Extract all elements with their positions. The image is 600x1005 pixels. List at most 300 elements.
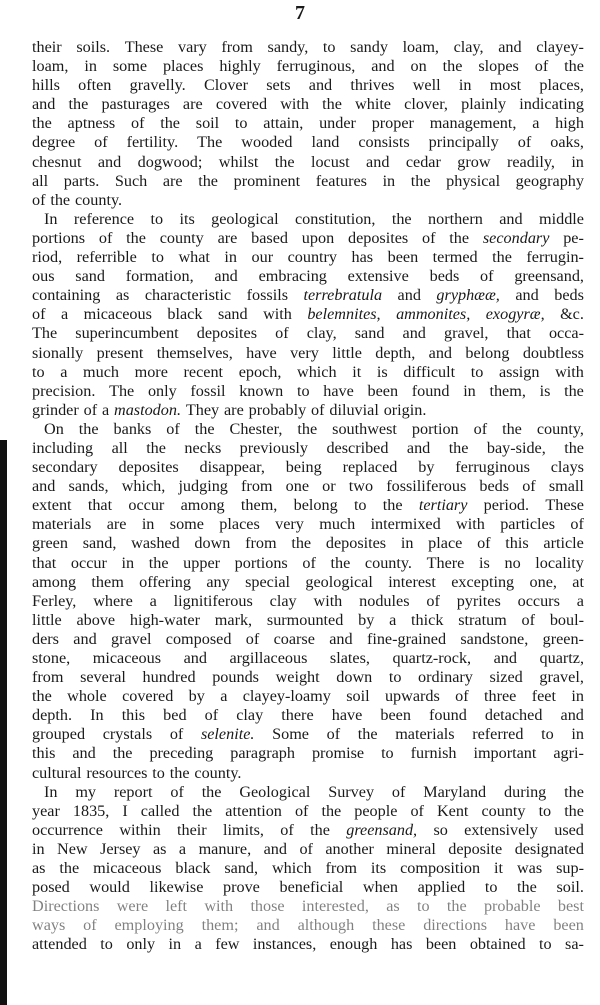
word: loam,	[32, 57, 69, 76]
word: in	[571, 687, 584, 706]
text-line	[32, 95, 584, 114]
word: argillaceous	[229, 649, 308, 667]
word: the	[32, 687, 52, 706]
text-line	[32, 534, 584, 553]
word: portion	[411, 419, 459, 438]
word: referrible	[76, 248, 137, 267]
word: country	[287, 248, 338, 267]
word: sand	[217, 305, 248, 324]
word: New	[57, 839, 88, 858]
word: the	[146, 438, 166, 457]
word: the	[564, 438, 584, 457]
word: are	[224, 400, 244, 419]
word: of	[204, 706, 219, 725]
word: and	[73, 629, 97, 648]
word: this	[121, 706, 146, 725]
word: sup-	[556, 859, 584, 878]
word: promise	[311, 744, 365, 763]
word: during	[504, 782, 547, 801]
word: feet	[531, 687, 556, 706]
word: were	[116, 897, 149, 916]
word: deposites	[347, 228, 409, 247]
word: one,	[529, 572, 557, 591]
word: the	[148, 553, 169, 572]
text-line	[32, 439, 584, 458]
word: sandstone,	[460, 629, 529, 648]
word: from	[325, 859, 357, 878]
word: sand	[75, 267, 105, 286]
word: clay	[269, 591, 297, 610]
word: disappear,	[199, 458, 265, 477]
word: well	[412, 76, 441, 95]
word: where	[93, 591, 133, 610]
word: the	[59, 859, 80, 878]
word: its	[179, 209, 195, 228]
word: dogwood;	[137, 152, 203, 171]
text-line	[32, 210, 584, 229]
word: washed	[131, 534, 180, 553]
word: sands,	[68, 477, 109, 496]
word: the	[112, 744, 133, 763]
text-line	[32, 840, 584, 859]
word: of	[294, 801, 309, 820]
word: of	[534, 57, 549, 76]
word: pyrites	[456, 591, 501, 610]
word: fossil	[190, 381, 226, 400]
text-line	[32, 153, 584, 172]
word: portions	[32, 228, 86, 247]
word: to	[152, 763, 165, 782]
word: present	[96, 343, 144, 362]
word: our	[251, 248, 274, 267]
word: paragraph	[230, 744, 295, 763]
word: The	[109, 381, 135, 400]
word: ways	[32, 916, 66, 935]
word: another	[325, 839, 374, 858]
word: occurrence	[32, 820, 103, 839]
word: in	[121, 553, 135, 572]
word: described	[326, 438, 389, 457]
word: has	[351, 248, 374, 267]
text-line	[32, 897, 584, 916]
word: likewise	[149, 878, 204, 897]
word: principally	[428, 133, 499, 152]
word: the	[126, 228, 146, 247]
word: black	[175, 859, 211, 878]
word: whole	[67, 687, 107, 706]
word: in	[141, 515, 155, 534]
word: designated	[514, 839, 584, 858]
word: sionally	[32, 343, 84, 362]
word: aptness	[67, 114, 116, 133]
word: 1835,	[72, 801, 110, 820]
word: are	[182, 95, 203, 114]
text-line	[32, 305, 584, 324]
word: with	[280, 95, 309, 114]
word: gravel	[111, 629, 152, 648]
text-line	[32, 859, 584, 878]
word: only	[147, 381, 177, 400]
word: place	[428, 534, 463, 553]
word: best	[557, 897, 584, 916]
word: the	[291, 534, 312, 553]
word: to	[416, 897, 430, 916]
text-line	[32, 611, 584, 630]
word: Kent	[436, 801, 469, 820]
italic-word: exogyræ,	[485, 305, 545, 324]
text-line	[32, 802, 584, 821]
word: the	[492, 248, 512, 267]
word: this	[32, 744, 56, 763]
word: have	[323, 381, 354, 400]
word: of	[480, 267, 494, 286]
italic-word: terrebratula	[303, 286, 383, 305]
word: slopes	[478, 57, 519, 76]
word: fossiliferous	[386, 477, 467, 496]
word: on	[410, 57, 427, 76]
word: high	[555, 114, 584, 133]
word: ordinary	[418, 668, 473, 687]
word: sand,	[224, 859, 259, 878]
word: sand	[354, 324, 385, 343]
word: that	[87, 496, 113, 515]
word: depth.	[32, 706, 73, 725]
text-line	[32, 248, 584, 267]
word: deposites	[196, 324, 258, 343]
word: interest	[388, 572, 436, 591]
word: clay	[236, 706, 264, 725]
word: very	[290, 343, 319, 362]
text-line	[32, 133, 584, 152]
word: micaceous	[92, 649, 162, 667]
word: locality	[535, 553, 584, 572]
word: soil	[195, 114, 220, 133]
word: manure,	[198, 839, 252, 858]
italic-word: greensand,	[346, 820, 418, 839]
text-line	[32, 229, 584, 248]
word: gravel,	[443, 324, 489, 343]
text-line	[32, 420, 584, 439]
word: sa-	[565, 935, 584, 954]
word: beds	[479, 477, 510, 496]
word: a	[576, 591, 584, 610]
word: The	[32, 324, 58, 343]
word: sand,	[82, 534, 117, 553]
word: deposite	[448, 839, 503, 858]
body-text	[32, 38, 584, 955]
word: extensively	[464, 820, 538, 839]
word: the	[564, 782, 584, 801]
word: some	[112, 57, 148, 76]
word: crystals	[102, 725, 153, 744]
word: to	[353, 496, 367, 515]
word: portions	[234, 553, 288, 572]
word: to	[234, 114, 248, 133]
word: any	[206, 572, 230, 591]
word: a	[60, 305, 69, 324]
word: occur	[70, 553, 107, 572]
word: important	[473, 744, 537, 763]
word: little	[32, 610, 62, 629]
word: at	[572, 572, 584, 591]
word: of	[517, 133, 532, 152]
word: from	[221, 38, 253, 56]
word: to	[151, 248, 164, 267]
word: judging	[178, 477, 228, 496]
word: ferruginous	[455, 458, 530, 477]
word: of	[326, 725, 341, 744]
word: county.	[364, 553, 412, 572]
word: clayey-loamy	[242, 687, 331, 706]
word: places	[162, 57, 204, 76]
word: occa-	[548, 324, 584, 343]
word: to	[484, 878, 498, 897]
word: clover,	[404, 95, 448, 114]
word: found	[429, 706, 467, 725]
word: of	[311, 400, 325, 419]
word: clay,	[453, 38, 484, 56]
word: in	[571, 152, 584, 171]
word: to	[539, 935, 552, 954]
word: down	[194, 534, 231, 553]
word: geography	[515, 171, 584, 190]
word: extensive	[347, 267, 409, 286]
word: materials	[395, 725, 455, 744]
word: ders	[32, 629, 59, 648]
word: mark,	[214, 610, 253, 629]
word: In	[44, 782, 58, 801]
word: upon	[301, 228, 335, 247]
word: places	[219, 515, 260, 534]
word: with	[456, 515, 485, 534]
word: or	[322, 477, 336, 496]
word: often	[78, 76, 112, 95]
word: the	[446, 897, 467, 916]
word: a	[178, 839, 187, 858]
text-line	[32, 324, 584, 343]
word: there	[281, 706, 314, 725]
word: used	[554, 820, 584, 839]
word: of	[83, 400, 98, 419]
word: constitution,	[294, 209, 376, 228]
word: probably	[248, 400, 307, 419]
text-line	[32, 76, 584, 95]
italic-word: belemnites,	[307, 305, 381, 324]
word: particles	[500, 515, 556, 534]
word: gravel,	[539, 668, 584, 687]
text-line	[32, 496, 584, 515]
word: in	[571, 725, 584, 744]
word: which	[271, 859, 312, 878]
word: from	[241, 477, 273, 496]
text-line	[32, 725, 584, 744]
word: resources	[86, 763, 148, 782]
word: and	[406, 438, 431, 457]
word: this	[505, 534, 529, 553]
word: recent	[183, 362, 224, 381]
word: middle	[539, 209, 584, 228]
word: fine-grained	[366, 629, 447, 648]
word: features	[315, 171, 367, 190]
word: of	[455, 687, 469, 706]
word: small	[548, 477, 584, 496]
word: was	[516, 859, 543, 878]
word: as	[152, 839, 167, 858]
word: the	[517, 878, 537, 897]
word: soils.	[76, 38, 111, 56]
word: and	[308, 76, 333, 95]
word: the	[198, 171, 218, 190]
word: of	[521, 610, 536, 629]
word: a	[101, 400, 110, 419]
word: it	[494, 859, 504, 878]
italic-word: mastodon.	[114, 400, 182, 419]
word: clay,	[306, 324, 337, 343]
word: left	[165, 897, 188, 916]
word: mineral	[386, 839, 436, 858]
word: as	[386, 897, 400, 916]
word: of	[299, 839, 313, 858]
word: lignitiferous	[173, 591, 253, 610]
text-line	[32, 916, 584, 935]
word: of	[570, 515, 584, 534]
word: the	[357, 725, 378, 744]
word: the	[160, 114, 180, 133]
word: superincumbent	[75, 324, 179, 343]
word: a	[60, 362, 68, 381]
word: a	[194, 935, 202, 954]
word: in	[32, 839, 45, 858]
text-line	[32, 114, 584, 133]
word: by	[418, 458, 435, 477]
word: pasturages	[101, 95, 170, 114]
text-line	[32, 38, 584, 57]
word: &c.	[560, 305, 584, 324]
word: them	[91, 572, 124, 591]
word: offering	[139, 572, 191, 591]
text-line	[32, 706, 584, 725]
page-number: 7	[295, 2, 305, 24]
word: including	[32, 438, 94, 457]
word: the	[442, 57, 463, 76]
word: as	[115, 286, 130, 305]
word: the	[502, 419, 522, 438]
text-line	[32, 57, 584, 76]
text-line	[32, 172, 584, 191]
word: to	[381, 744, 394, 763]
word: of	[170, 782, 184, 801]
word: and	[329, 629, 353, 648]
word: which	[297, 362, 337, 381]
word: and	[499, 209, 523, 228]
word: referred	[472, 725, 524, 744]
word: the	[321, 801, 342, 820]
word: within	[119, 820, 161, 839]
text-line	[32, 573, 584, 592]
word: the	[564, 57, 584, 76]
word: Ferley,	[32, 591, 77, 610]
word: detached	[484, 706, 543, 725]
word: them,	[489, 381, 526, 400]
word: the	[564, 381, 584, 400]
word: black	[167, 305, 203, 324]
word: and	[493, 649, 517, 667]
word: above	[76, 610, 116, 629]
word: ferrugin-	[526, 248, 584, 267]
word: hundred	[142, 668, 196, 687]
word: in	[224, 248, 237, 267]
word: all	[32, 171, 49, 190]
word: green-	[542, 629, 584, 648]
word: These	[124, 38, 164, 56]
word: the	[194, 419, 215, 438]
word: although	[297, 916, 355, 935]
text-line	[32, 458, 584, 477]
word: The	[197, 133, 223, 152]
word: of	[391, 782, 406, 801]
word: of	[473, 419, 488, 438]
word: are	[106, 515, 127, 534]
word: depth,	[375, 343, 416, 362]
word: is	[539, 381, 551, 400]
word: has	[390, 935, 413, 954]
word: preceding	[149, 744, 214, 763]
word: and	[256, 916, 280, 935]
word: stone,	[32, 649, 71, 667]
word: Survey	[328, 782, 375, 801]
word: of	[522, 477, 536, 496]
word: Some	[272, 725, 309, 744]
word: instances,	[252, 935, 317, 954]
word: to	[541, 725, 554, 744]
word: as	[32, 859, 46, 878]
text-line	[32, 344, 584, 363]
word: plainly	[461, 95, 507, 114]
text-line	[32, 764, 584, 783]
word: the	[391, 209, 412, 228]
word: so	[433, 820, 448, 839]
word: people	[354, 801, 398, 820]
word: in	[84, 57, 97, 76]
word: employing	[114, 916, 184, 935]
word: geological	[305, 572, 373, 591]
word: grow	[457, 152, 491, 171]
word: been	[367, 381, 399, 400]
word: are	[162, 171, 183, 190]
word: of	[245, 629, 260, 648]
word: sized	[489, 668, 523, 687]
text-line	[32, 363, 584, 382]
word: of	[422, 228, 436, 247]
word: I	[122, 801, 128, 820]
text-line	[32, 592, 584, 611]
word: directions	[423, 916, 488, 935]
word: which,	[121, 477, 166, 496]
word: article	[543, 534, 584, 553]
word: themselves,	[156, 343, 233, 362]
word: the	[310, 820, 330, 839]
word: sandy	[350, 38, 388, 56]
word: a	[532, 114, 540, 133]
word: in	[382, 171, 396, 190]
word: deposites	[118, 458, 179, 477]
word: origin.	[383, 400, 427, 419]
word: fertility.	[126, 133, 179, 152]
word: with	[555, 362, 584, 381]
word: of	[166, 419, 180, 438]
word: their	[177, 820, 207, 839]
word: and	[97, 152, 122, 171]
